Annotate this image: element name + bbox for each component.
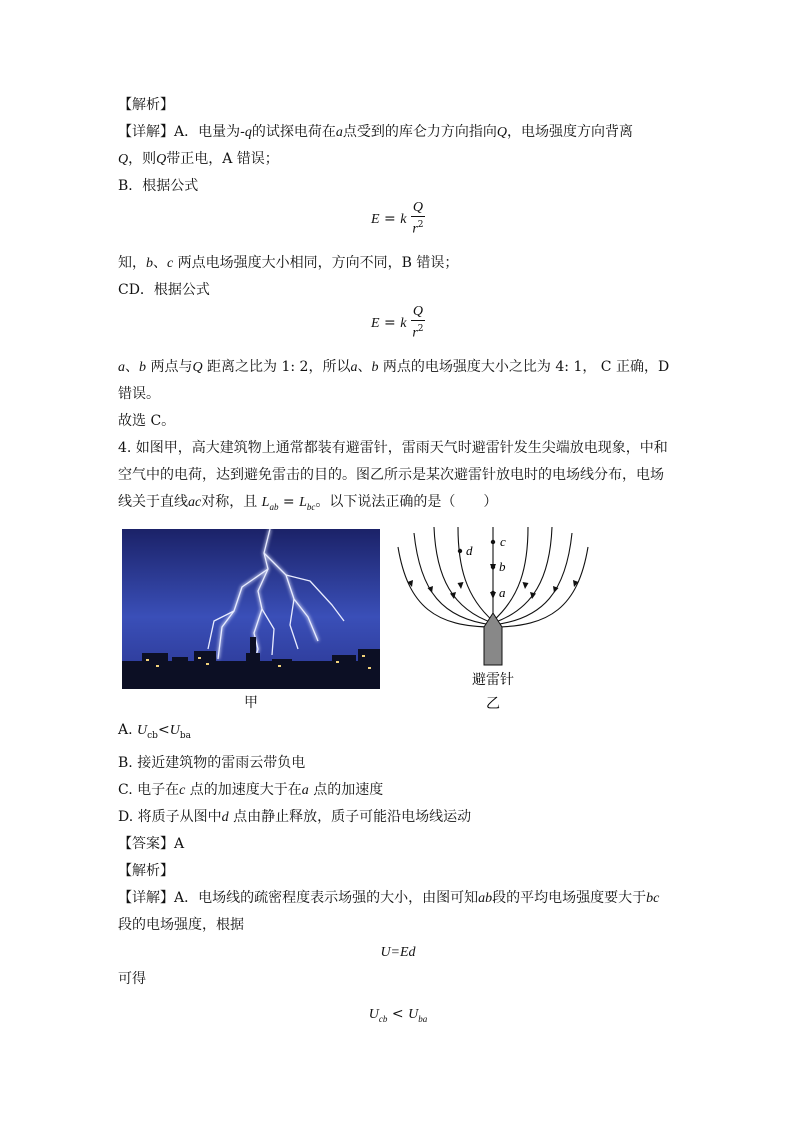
error-line: 错误。 (118, 386, 160, 402)
label-d: d (466, 542, 473, 558)
ratio-line: a、b 两点与Q 距离之比为 1: 2，所以a、b 两点的电场强度大小之比为 4: 1， C 正确，D (118, 359, 670, 375)
option-c: C. 电子在c 点的加速度大于在a 点的加速度 (118, 781, 384, 798)
points (458, 540, 495, 595)
formula-u-ed: U=Ed (380, 944, 416, 960)
section-heading-analysis-2: 【解析】 (118, 862, 174, 879)
field-line-diagram (396, 527, 618, 717)
label-a: a (499, 584, 506, 600)
fraction: $\frac{Q}{r^2}$ (412, 304, 424, 341)
choice-line: 故选 C。 (118, 413, 176, 429)
label-c: c (500, 533, 506, 549)
zhi-line: 知，b、c 两点电场强度大小相同，方向不同，B 错误； (118, 255, 459, 271)
detail-2-line-1: 【详解】A．电场线的疏密程度表示场强的大小，由图可知ab段的平均电场强度要大于bc (118, 889, 660, 906)
formula-u-compare: $U_{cb} < U_{ba}$ (368, 1005, 428, 1024)
detail-line-2: Q，则Q带正电，A 错误； (118, 151, 279, 167)
question-4-line-2: 空气中的电荷，达到避免雷击的目的。图乙所示是某次避雷针放电时的电场线分布，电场 (118, 467, 664, 483)
kede-line: 可得 (118, 970, 146, 987)
question-4-line-1: 4. 如图甲，高大建筑物上通常都装有避雷针，雷雨天气时避雷针发生尖端放电现象，中和 (118, 440, 668, 456)
rod-label: 避雷针 (472, 671, 514, 688)
caption-left: 甲 (244, 694, 258, 711)
fraction: $\frac{Q}{r^2}$ (412, 200, 424, 237)
caption-right: 乙 (486, 695, 500, 712)
L-equation: $L_{ab} = L_{bc}$ (261, 494, 316, 512)
b-line: B．根据公式 (118, 178, 199, 194)
option-a: A. $U_{cb}<U_{ba}$ (118, 721, 191, 741)
formula-coulomb-1: E = k $\frac{Q}{r^2}$ (371, 200, 424, 237)
lightning-photo (122, 529, 380, 689)
cd-line: CD．根据公式 (118, 282, 210, 298)
detail-line-1: 【详解】A．电量为-q的试探电荷在a点受到的库仑力方向指向Q，电场强度方向背离 (118, 124, 633, 140)
option-b: B. 接近建筑物的雷雨云带负电 (118, 754, 306, 771)
option-d: D. 将质子从图中d 点由静止释放，质子可能沿电场线运动 (118, 808, 472, 825)
question-4-line-3: 线关于直线ac对称，且 $L_{ab} = L_{bc}$。以下说法正确的是（ ） (118, 494, 498, 512)
section-heading-analysis: 【解析】 (118, 97, 174, 113)
detail-2-line-2: 段的电场强度，根据 (118, 916, 244, 933)
formula-coulomb-2: E = k $\frac{Q}{r^2}$ (371, 304, 424, 341)
label-b: b (499, 558, 506, 574)
document-page (118, 92, 678, 1032)
answer-line: 【答案】A (118, 835, 185, 852)
figure-row (118, 527, 678, 717)
